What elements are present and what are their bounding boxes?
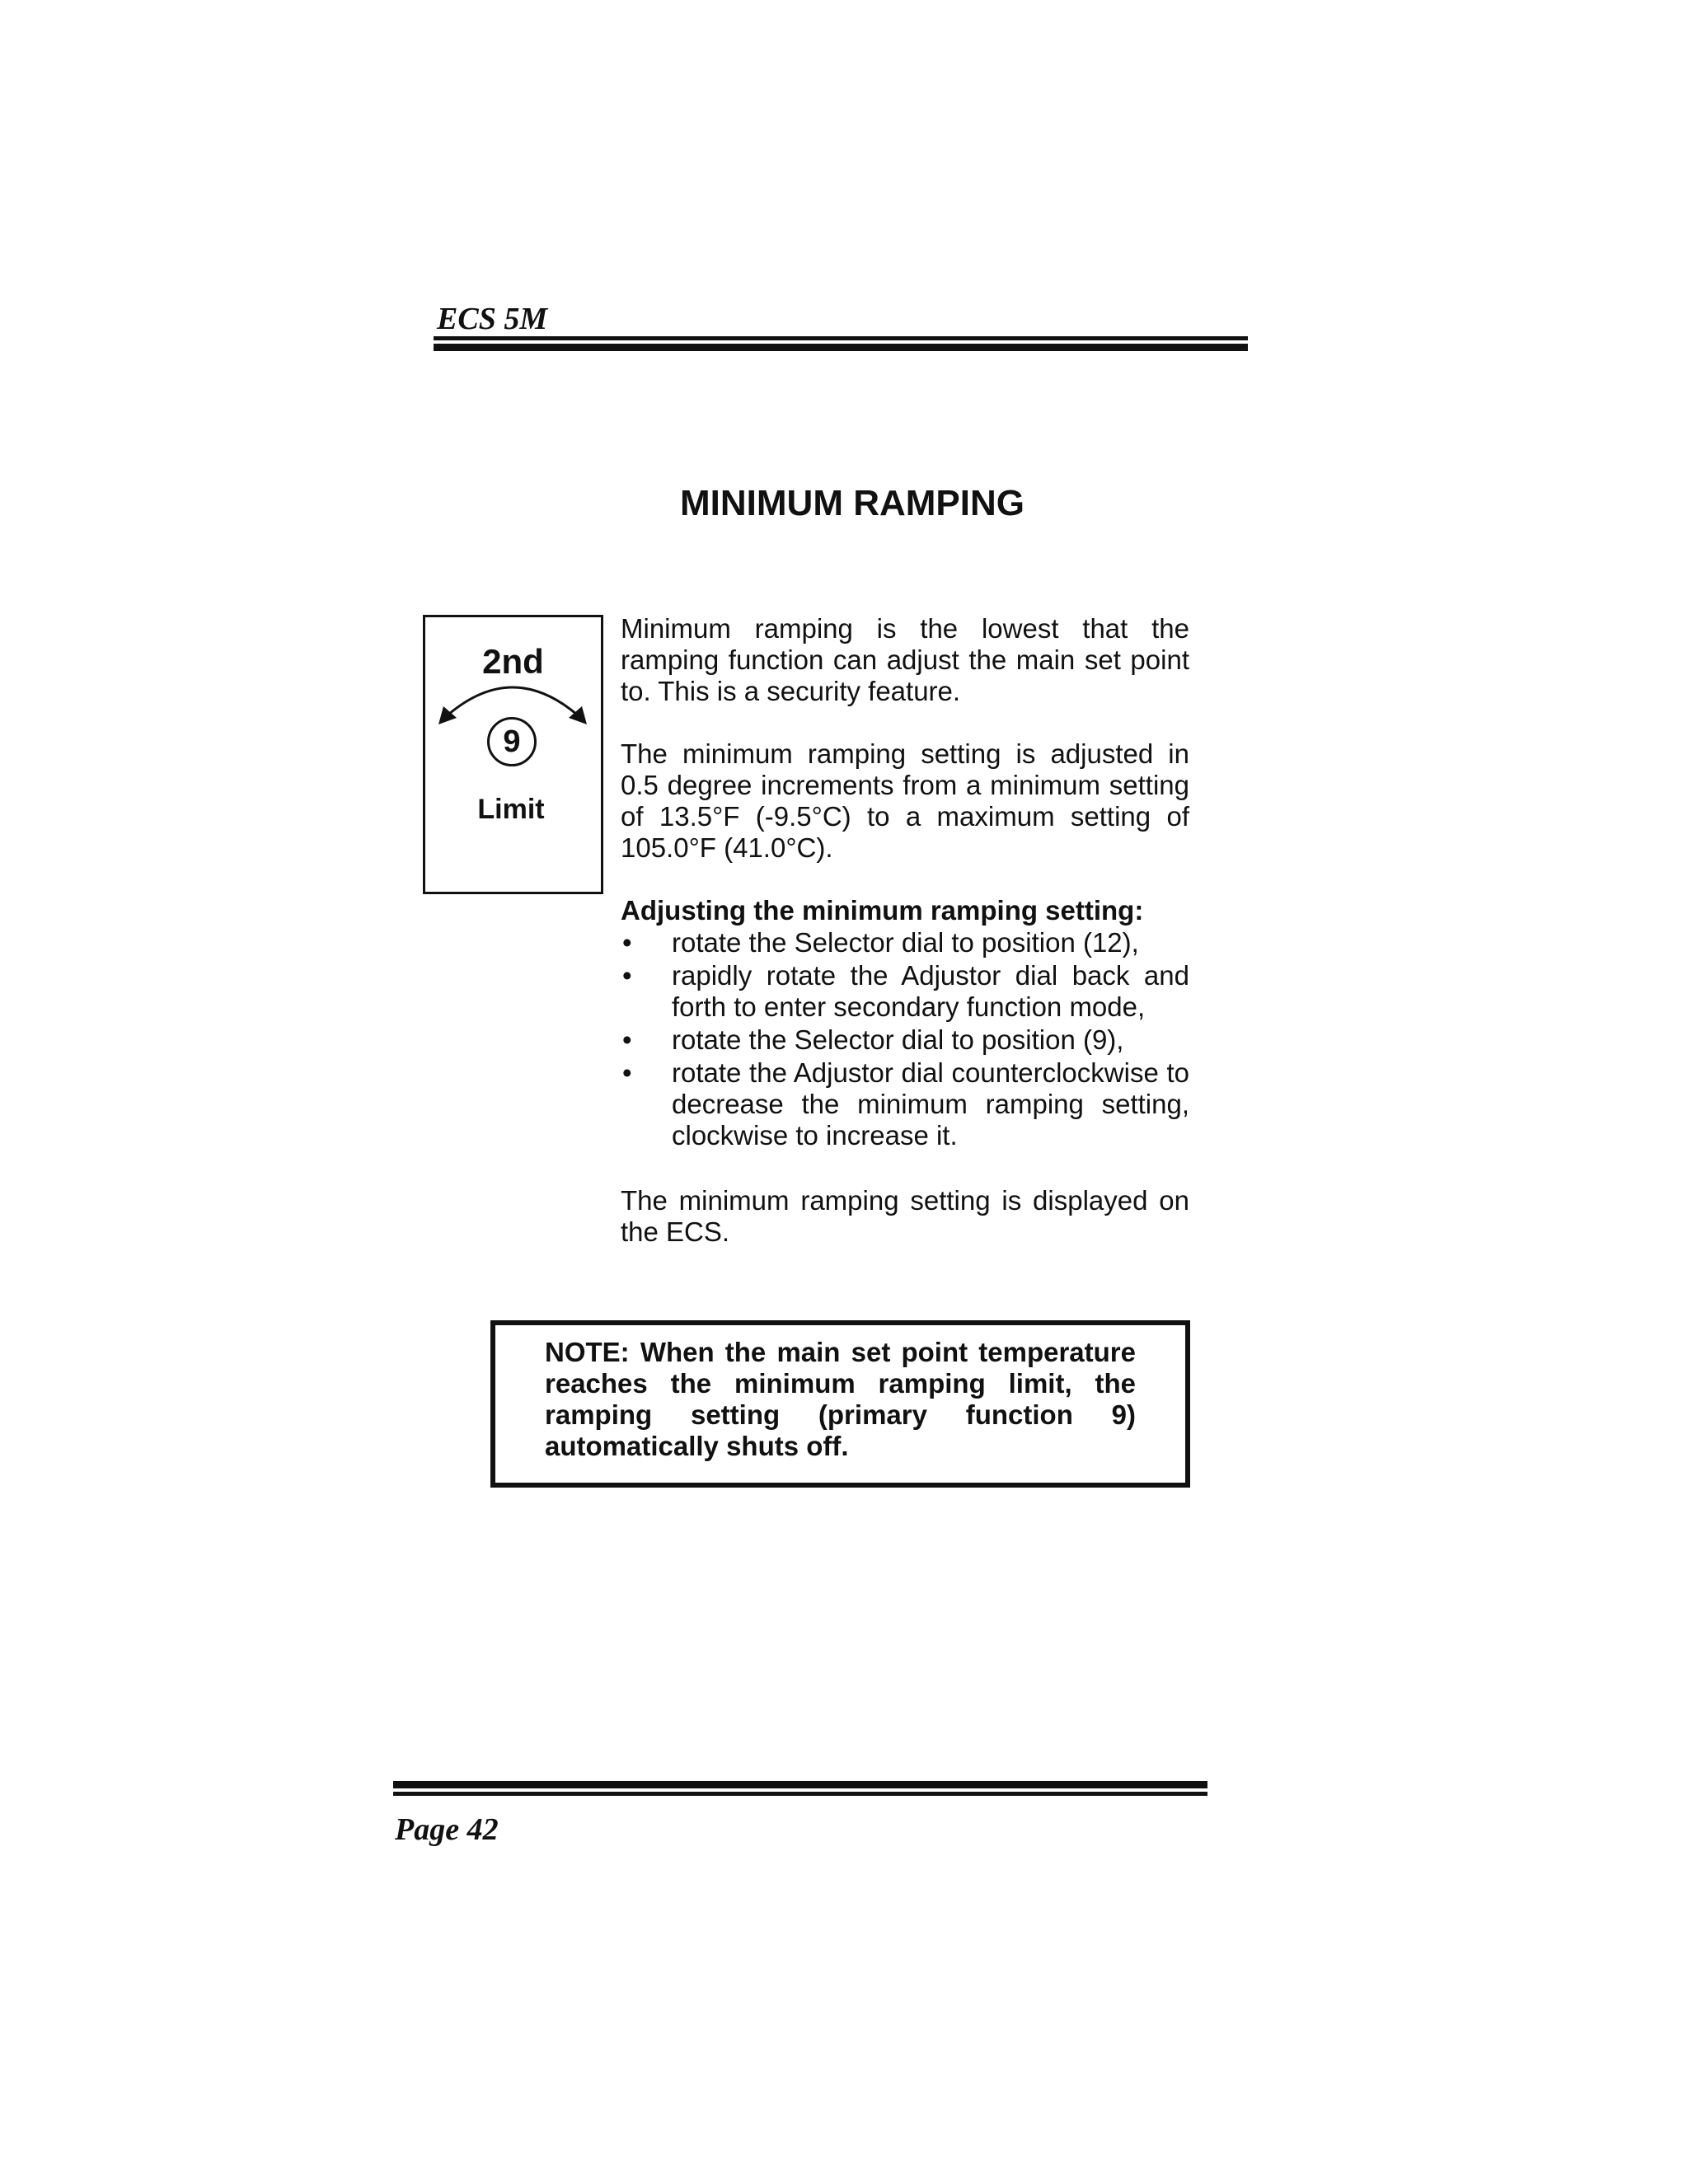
- range-paragraph: The minimum ramping setting is adjusted in 0.5 degree increments from a minimum setting of 13.5°F (-9.5°C) to a maximum setting of 105.0°F (41.0°C).: [621, 738, 1189, 863]
- note-text: NOTE: When the main set point temperature reaches the minimum ramping limit, the ramping setting (primary function 9) automatically shuts off.: [545, 1337, 1136, 1461]
- page-number: Page 42: [395, 1812, 499, 1847]
- procedure-step: [621, 927, 1189, 958]
- header-rule-thin: [434, 336, 1248, 340]
- bullet-icon: •: [622, 960, 632, 991]
- document-header-title: ECS 5M: [437, 302, 548, 336]
- dial-function-label: Limit: [477, 794, 545, 825]
- procedure-step-text: rotate the Selector dial to position (12),: [672, 927, 1139, 958]
- procedure-steps: [621, 927, 1189, 1151]
- procedure-step-text: rapidly rotate the Adjustor dial back and forth to enter secondary function mode,: [672, 960, 1189, 1022]
- procedure-step: [621, 960, 1189, 1023]
- bullet-icon: •: [622, 927, 632, 958]
- selector-dial-illustration: [423, 615, 603, 894]
- procedure-step-text: rotate the Selector dial to position (9),: [672, 1024, 1124, 1055]
- footer-rule-thin: [393, 1792, 1207, 1796]
- bullet-icon: •: [622, 1057, 632, 1088]
- footer-rule-thick: [393, 1781, 1207, 1788]
- dial-position-number: 9: [487, 717, 537, 766]
- display-paragraph: The minimum ramping setting is displayed on the ECS.: [621, 1185, 1189, 1247]
- dial-mode-label: 2nd: [482, 642, 544, 681]
- note-box: [490, 1320, 1190, 1488]
- procedure-step: [621, 1057, 1189, 1151]
- procedure-heading: Adjusting the minimum ramping setting:: [621, 895, 1144, 926]
- procedure-step-text: rotate the Adjustor dial counterclockwise to decrease the minimum ramping setting, clockwise to increase it.: [672, 1057, 1189, 1151]
- bullet-icon: •: [622, 1024, 632, 1055]
- procedure-step: [621, 1024, 1189, 1056]
- page-title: MINIMUM RAMPING: [680, 483, 1025, 523]
- header-rule-thick: [434, 344, 1248, 351]
- intro-paragraph: Minimum ramping is the lowest that the ramping function can adjust the main set point to. This is a security feature.: [621, 613, 1189, 706]
